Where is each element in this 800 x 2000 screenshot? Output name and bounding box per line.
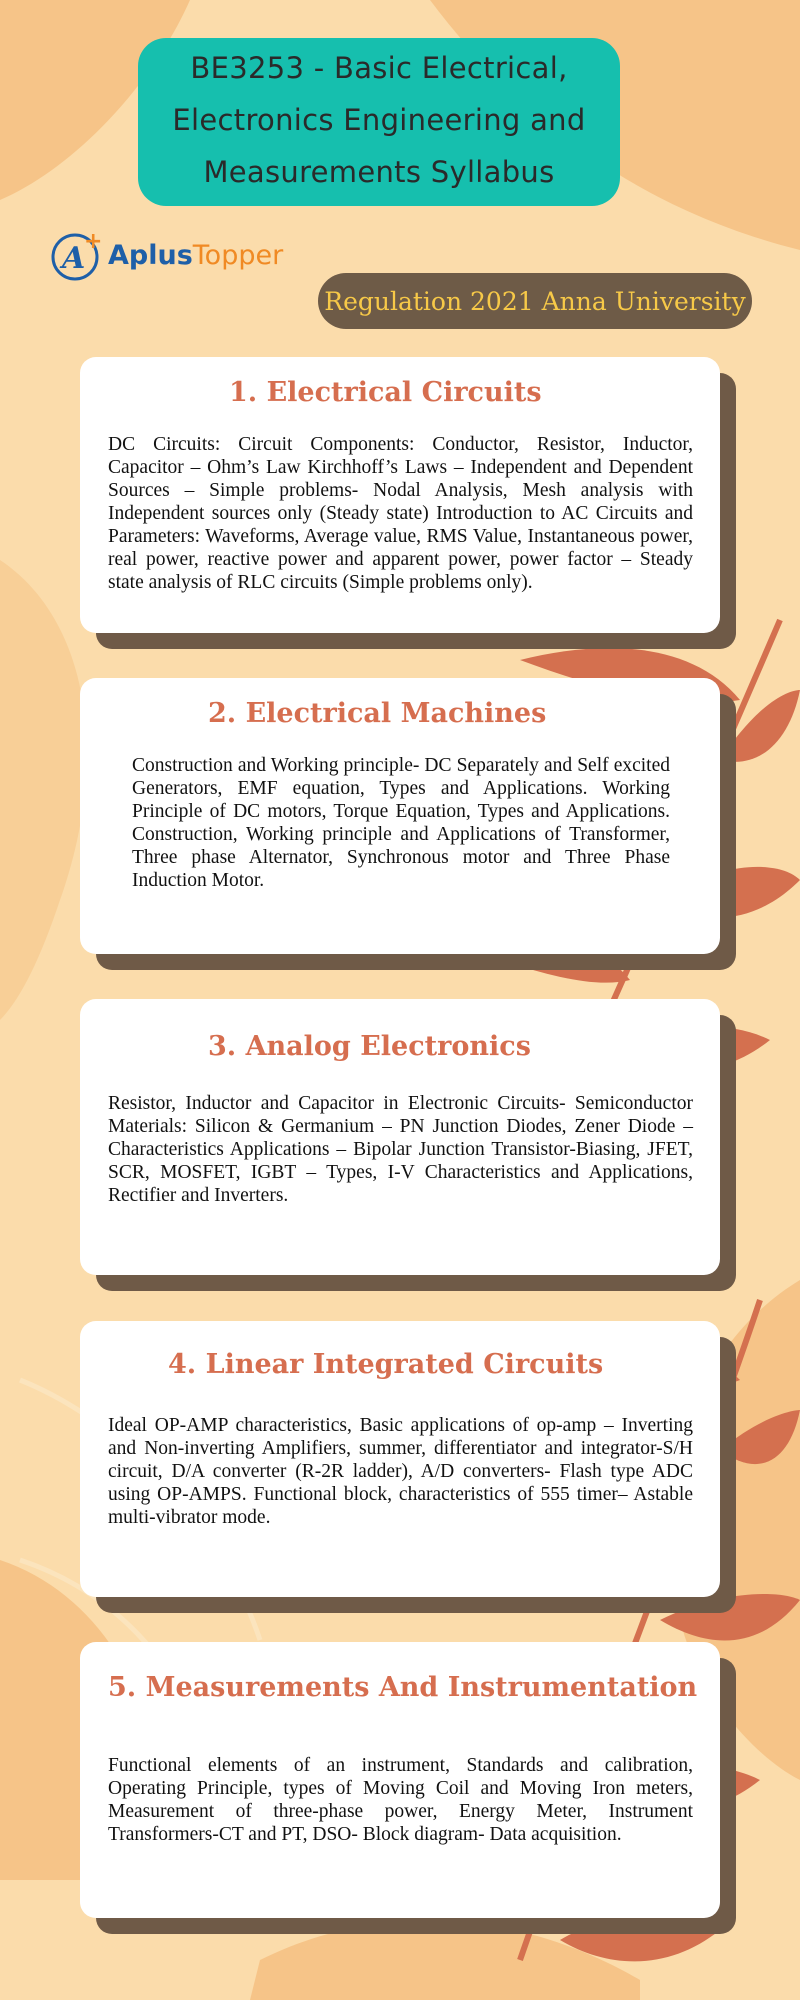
section-title: 5. Measurements And Instrumentation	[108, 1672, 698, 1703]
section-title: 4. Linear Integrated Circuits	[168, 1349, 604, 1380]
section-body: Resistor, Inductor and Capacitor in Electronic Circuits- Semiconductor Materials: Silicon & Germanium – PN Junction Diodes, Zener Diode –Characteristics Applications – Bipolar Junction Transistor-Biasing, JFET, SCR, MOSFET, IGBT – Types, I-V Characteristics and Applications, Rectifier and Inverters.	[108, 1093, 693, 1206]
section-body: Ideal OP-AMP characteristics, Basic applications of op-amp – Inverting and Non-inverting Amplifiers, summer, differentiator and integrator-S/H circuit, D/A converter (R-2R ladder), A/D converters- Flash type ADC using OP-AMPS. Functional block, characteristics of 555 timer– Astable multi-vibrator mode.	[108, 1415, 693, 1528]
title-line-3: Measurements Syllabus	[203, 155, 555, 189]
regulation-text: Regulation 2021 Anna University	[324, 286, 746, 316]
logo-brand-aplus: Aplus	[108, 239, 193, 271]
section-body: DC Circuits: Circuit Components: Conductor, Resistor, Inductor, Capacitor – Ohm’s Law Kirchhoff’s Laws – Independent and Dependent Sources – Simple problems- Nodal Analysis, Mesh analysis with Independent sources only (Steady state) Introduction to AC Circuits and Parameters: Waveforms, Average value, RMS Value, Instantaneous power, real power, reactive power and apparent power, power factor – Steady state analysis of RLC circuits (Simple problems only).	[108, 434, 693, 593]
section-body: Functional elements of an instrument, Standards and calibration, Operating Principle, types of Moving Coil and Moving Iron meters, Measurement of three-phase power, Energy Meter, Instrument Transformers-CT and PT, DSO- Block diagram- Data acquisition.	[108, 1755, 693, 1845]
section-title: 3. Analog Electronics	[208, 1031, 531, 1062]
section-title: 1. Electrical Circuits	[229, 377, 542, 408]
page-title	[138, 38, 620, 206]
svg-text:A: A	[62, 241, 86, 276]
title-line-1: BE3253 - Basic Electrical,	[190, 51, 568, 85]
regulation-badge	[318, 273, 752, 329]
aplus-logo-icon	[50, 228, 104, 282]
title-line-2: Electronics Engineering and	[172, 103, 586, 137]
aplustopper-logo	[50, 228, 283, 282]
svg-text:+: +	[84, 229, 103, 254]
section-body: Construction and Working principle- DC Separately and Self excited Generators, EMF equation, Types and Applications. Working Principle of DC motors, Torque Equation, Types and Applications. Construction, Working principle and Applications of Transformer, Three phase Alternator, Synchronous motor and Three Phase Induction Motor.	[132, 755, 670, 891]
section-title: 2. Electrical Machines	[208, 698, 547, 729]
logo-brand-topper: Topper	[192, 239, 284, 271]
